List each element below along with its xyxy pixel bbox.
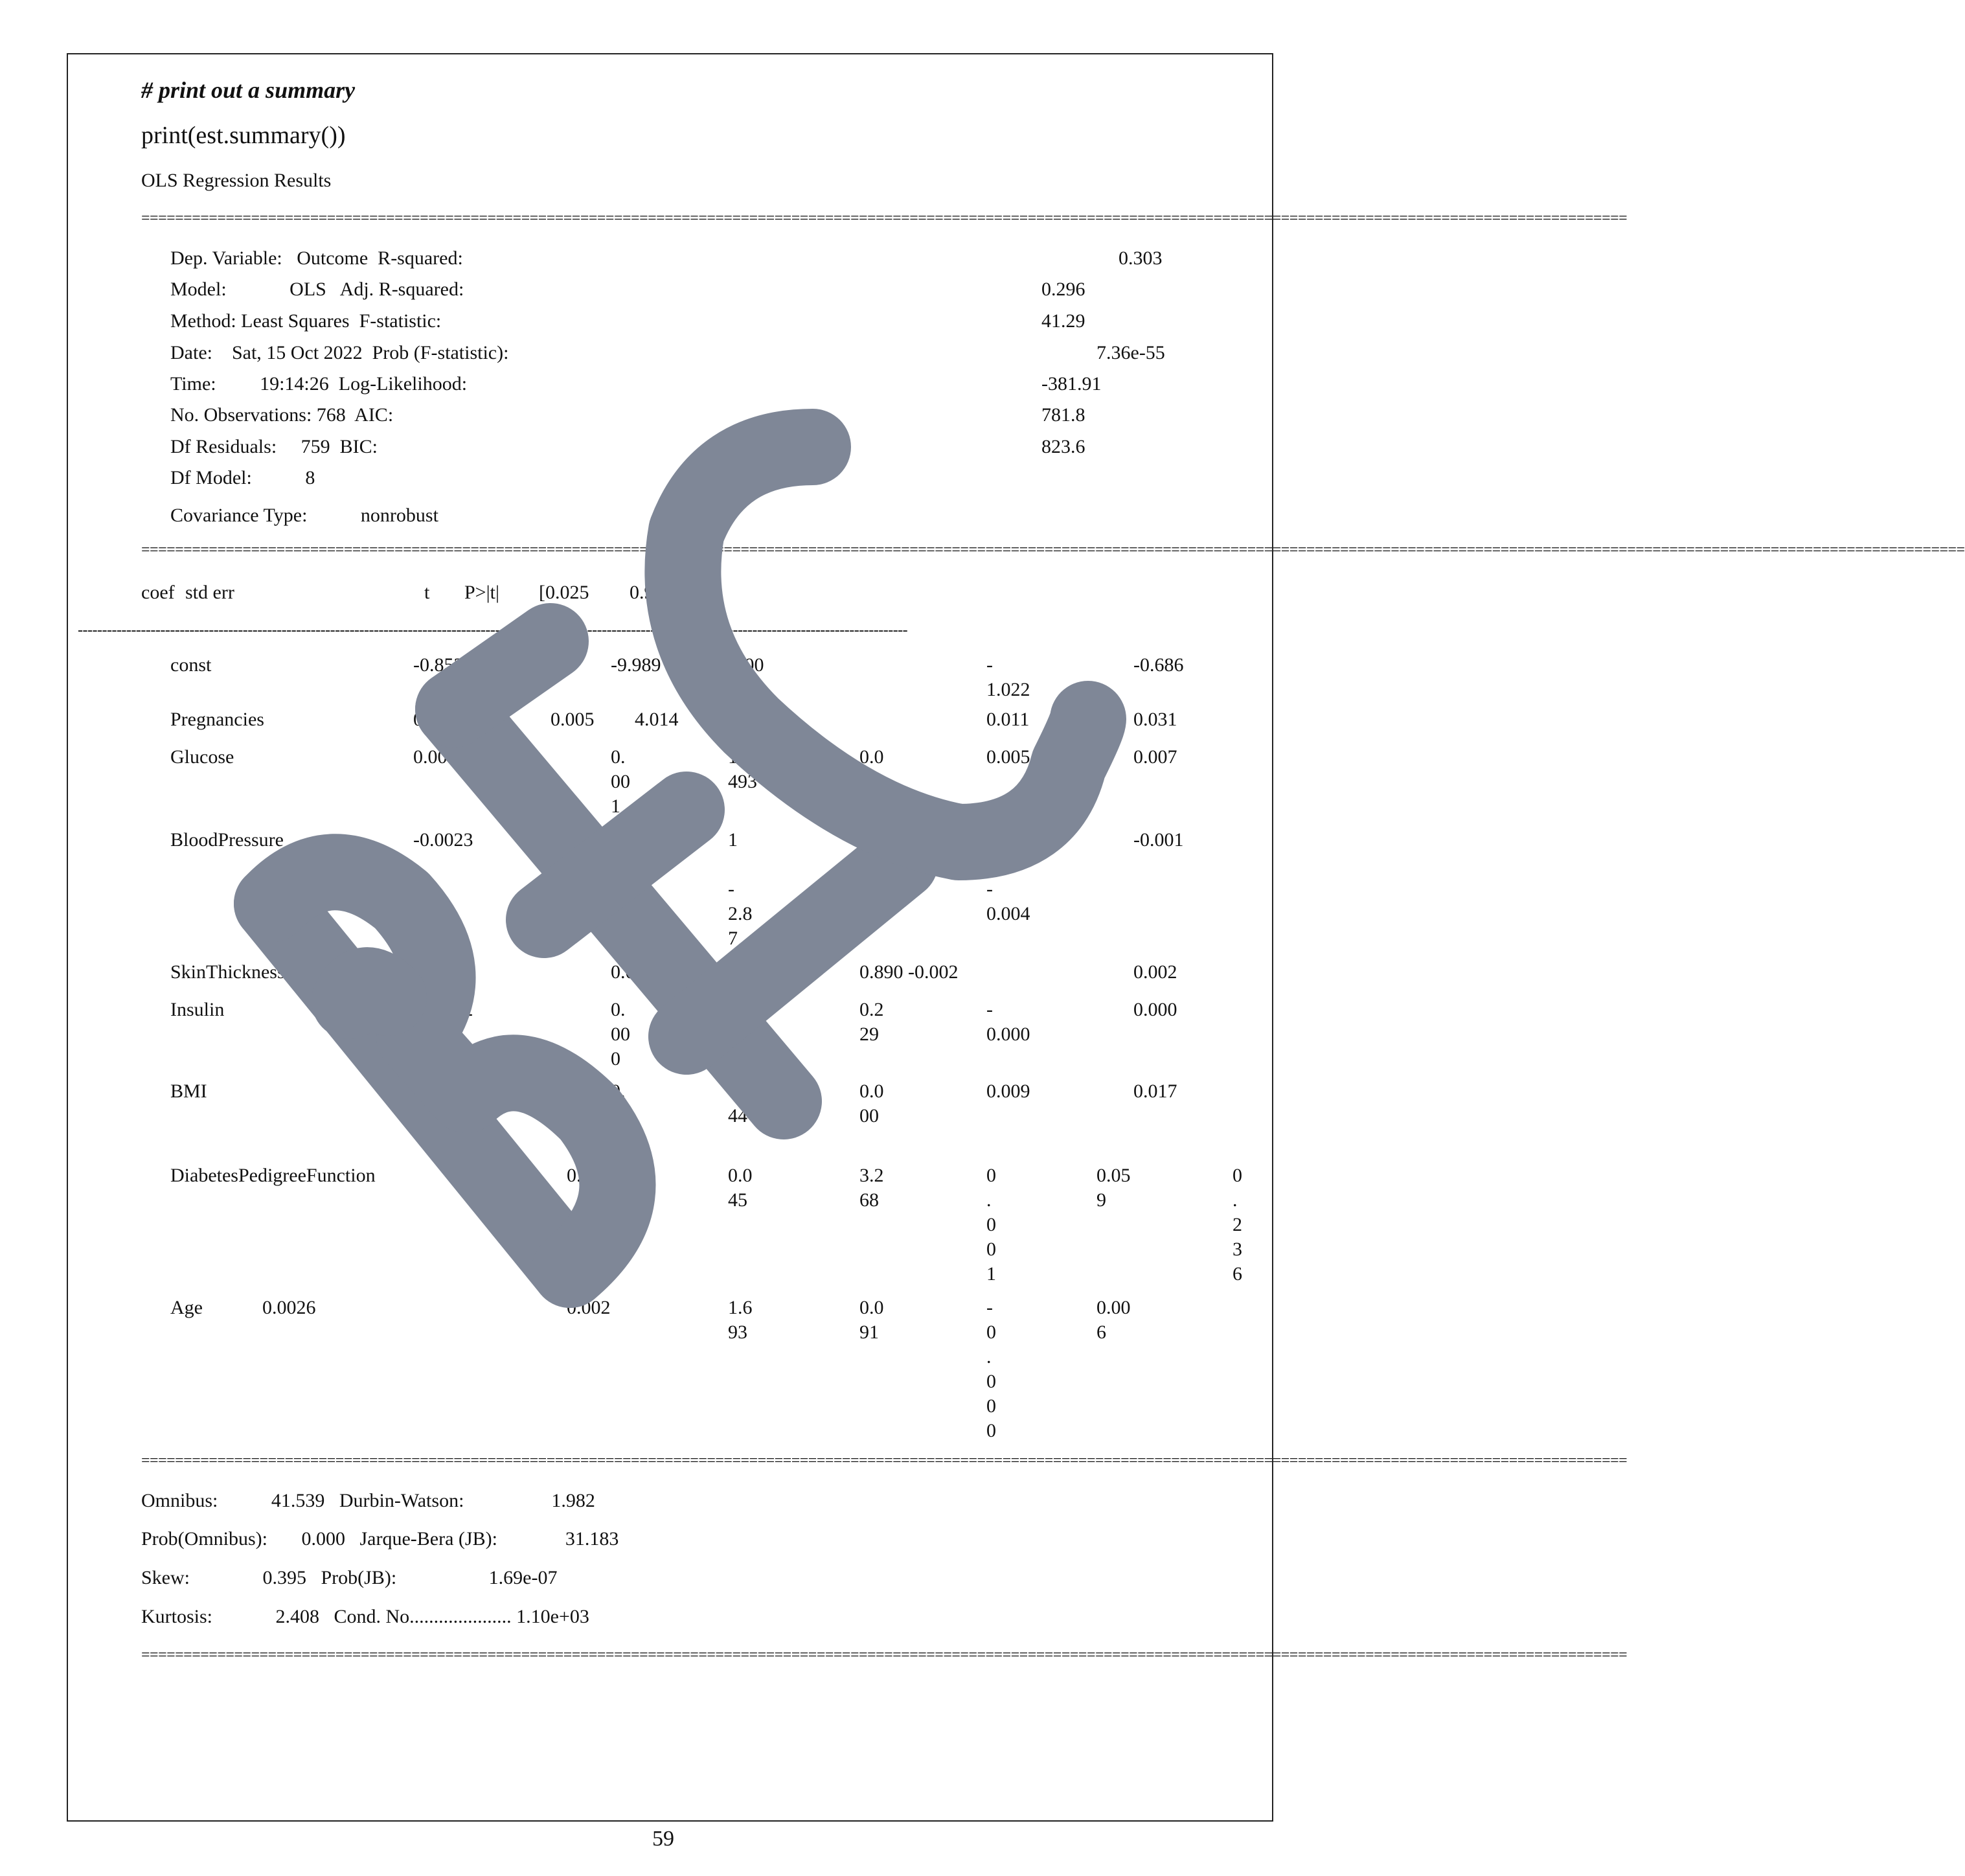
row-cell: -0.8539 bbox=[413, 654, 473, 676]
row-cell: 4 - 0.004 bbox=[986, 829, 1030, 924]
row-cell: 0.001 0.139 bbox=[611, 961, 703, 983]
model-info-value: 0.303 bbox=[1119, 247, 1163, 269]
separator-double: ================================================================================================================================================================================ bbox=[141, 1452, 1628, 1469]
row-cell: -0.0023 bbox=[413, 829, 473, 851]
row-cell: 0.002 bbox=[567, 1297, 611, 1318]
row-cell: 0.890 -0.002 bbox=[859, 961, 959, 983]
lo-header: [0.025 bbox=[539, 582, 589, 603]
section-heading: # print out a summary bbox=[141, 77, 356, 103]
row-cell: - 0.000 bbox=[986, 999, 1030, 1045]
row-cell: 0.085 bbox=[521, 654, 565, 676]
row-cell: -0.686 bbox=[1133, 654, 1184, 676]
coef-header: coef bbox=[141, 582, 175, 603]
separator-double: ================================================================================================================================================================================ bbox=[141, 1647, 1628, 1664]
model-info-left: Method: Least Squares F-statistic: bbox=[170, 310, 442, 332]
row-cell: - 1.022 bbox=[986, 654, 1030, 700]
hi-header: 0.975] bbox=[630, 582, 680, 603]
code-line: print(est.summary()) bbox=[141, 122, 346, 149]
model-info-left: Df Residuals: 759 BIC: bbox=[170, 436, 378, 457]
row-cell: - 0 . 0 0 0 bbox=[986, 1297, 996, 1441]
row-name: Insulin bbox=[170, 999, 225, 1020]
row-cell: 0.0 45 bbox=[728, 1165, 753, 1211]
row-cell: 4.014 bbox=[635, 709, 679, 730]
row-name: const bbox=[170, 654, 212, 676]
row-cell: 0.000 bbox=[1133, 999, 1177, 1020]
watermark-text: BEC bbox=[0, 0, 1, 1]
row-cell: 0.0059 bbox=[413, 746, 467, 768]
row-name: BloodPressure bbox=[170, 829, 284, 851]
model-info-left: Covariance Type: nonrobust bbox=[170, 505, 438, 526]
row-cell: -0.0002 bbox=[413, 999, 473, 1020]
row-cell: 0.05 9 bbox=[1096, 1165, 1131, 1211]
row-cell: 0.1472 bbox=[567, 1165, 620, 1186]
model-info-left: Time: 19:14:26 Log-Likelihood: bbox=[170, 373, 468, 395]
row-cell: 0.005 bbox=[986, 746, 1030, 768]
row-name: Age bbox=[170, 1297, 203, 1318]
row-cell: 0.007 bbox=[1133, 746, 1177, 768]
row-cell: 0.2 29 bbox=[859, 999, 884, 1045]
row-cell: 0. 00 0 bbox=[611, 999, 630, 1070]
row-cell: 11. 493 bbox=[728, 746, 757, 792]
row-cell: 0. 00 1 bbox=[611, 746, 630, 817]
row-cell: 1 - 2.8 7 bbox=[728, 829, 753, 949]
model-info-left: Df Model: 8 bbox=[170, 467, 315, 488]
row-cell: 0.0 00 bbox=[859, 1081, 884, 1127]
model-info-value: 781.8 bbox=[1041, 404, 1085, 426]
row-cell: 0.00 6 bbox=[1096, 1297, 1131, 1343]
row-cell: 0.0 91 bbox=[859, 1297, 884, 1343]
row-cell: 0.0 00 bbox=[859, 746, 884, 792]
row-cell: 0.0206 bbox=[413, 709, 467, 730]
row-cell: 6.3 44 bbox=[728, 1081, 753, 1127]
row-cell: -9.989 bbox=[611, 654, 661, 676]
row-cell: 0.011 bbox=[986, 709, 1030, 730]
row-cell: 0.002 bbox=[1133, 961, 1177, 983]
row-cell: 0 . 0 0 1 bbox=[986, 1165, 996, 1285]
row-cell: 0.0026 bbox=[262, 1297, 316, 1318]
row-cell: 3 0.0 0 bbox=[859, 829, 884, 924]
stderr-header: std err bbox=[185, 582, 234, 603]
separator-double-long: ======================================================================================================================================================================================================================== bbox=[141, 542, 1965, 558]
model-info-left: No. Observations: 768 AIC: bbox=[170, 404, 394, 426]
row-cell: 0. 00 bbox=[611, 829, 630, 875]
model-info-left: Model: OLS Adj. R-squared: bbox=[170, 279, 464, 300]
diagnostic-line: Kurtosis: 2.408 Cond. No..................... 1.10e+03 bbox=[141, 1606, 589, 1627]
diagnostic-line: Omnibus: 41.539 Durbin-Watson: 1.982 bbox=[141, 1490, 595, 1511]
model-info-value: 41.29 bbox=[1041, 310, 1085, 332]
row-cell: 0.0002 bbox=[413, 961, 467, 983]
row-cell: 1.6 93 bbox=[728, 1297, 753, 1343]
diagnostic-line: Prob(Omnibus): 0.000 Jarque-Bera (JB): 31.183 bbox=[141, 1528, 619, 1550]
row-cell: 0.0132 bbox=[413, 1081, 467, 1102]
row-cell: 0.017 bbox=[1133, 1081, 1177, 1102]
row-name: Pregnancies bbox=[170, 709, 264, 730]
row-cell: 0.005 bbox=[551, 709, 595, 730]
row-name: Glucose bbox=[170, 746, 234, 768]
row-name: DiabetesPedigreeFunction bbox=[170, 1165, 376, 1186]
row-cell: 0. 00 2 bbox=[611, 1081, 630, 1151]
diagnostic-line: Skew: 0.395 Prob(JB): 1.69e-07 bbox=[141, 1567, 558, 1588]
row-cell: - 1.2 05 bbox=[728, 999, 753, 1070]
model-info-value: -381.91 bbox=[1041, 373, 1102, 395]
row-name: SkinThickness bbox=[170, 961, 285, 983]
row-cell: 3.2 68 bbox=[859, 1165, 884, 1211]
row-cell: 0.009 bbox=[986, 1081, 1030, 1102]
row-cell: 0.000 bbox=[720, 654, 764, 676]
row-cell: 0.000 bbox=[720, 709, 764, 730]
row-cell: 0 . 2 3 6 bbox=[1232, 1165, 1242, 1285]
row-cell: -0.001 bbox=[1133, 829, 1184, 851]
row-name: BMI bbox=[170, 1081, 207, 1102]
row-cell: 0.031 bbox=[1133, 709, 1177, 730]
separator-double: ================================================================================================================================================================================ bbox=[141, 210, 1628, 227]
model-info-left: Dep. Variable: Outcome R-squared: bbox=[170, 247, 463, 269]
model-info-value: 7.36e-55 bbox=[1096, 342, 1165, 363]
p-header: P>|t| bbox=[464, 582, 499, 603]
results-title: OLS Regression Results bbox=[141, 170, 332, 191]
page-number: 59 bbox=[652, 1827, 674, 1851]
model-info-left: Date: Sat, 15 Oct 2022 Prob (F-statistic): bbox=[170, 342, 509, 363]
model-info-value: 0.296 bbox=[1041, 279, 1085, 300]
t-header: t bbox=[424, 582, 430, 603]
separator-dash: --------------------------------------------------------------------------------------------------------------------------------------------------------------------------- bbox=[78, 622, 908, 639]
model-info-value: 823.6 bbox=[1041, 436, 1085, 457]
